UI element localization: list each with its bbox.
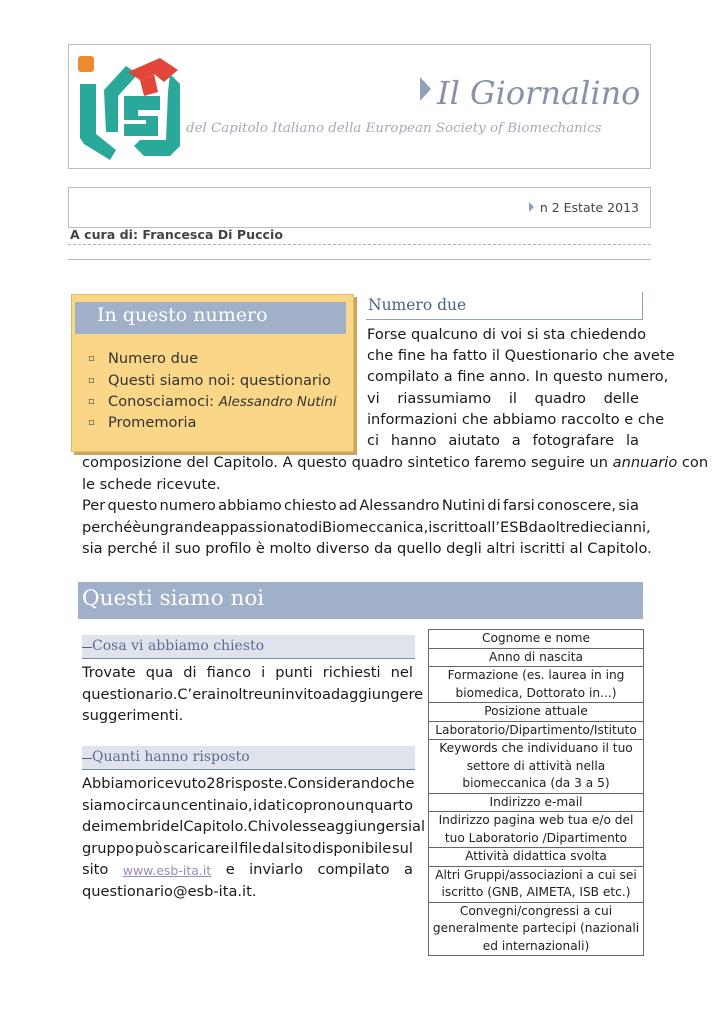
table-cell: Indirizzo e-mail (429, 793, 644, 812)
issue-number: n 2 Estate 2013 (529, 200, 639, 215)
table-cell: Convegni/congressi a cui generalmente partecipi (nazionali ed internazionali) (429, 902, 644, 956)
subsection-title: Quanti hanno risposto (82, 749, 250, 765)
table-cell: Keywords che individuano il tuo settore di attività nella biomeccanica (da 3 a 5) (429, 740, 644, 794)
table-cell: Cognome e nome (429, 630, 644, 649)
divider (68, 259, 651, 260)
table-row (429, 630, 644, 649)
table-row (429, 866, 644, 902)
subsection-title: Cosa vi abbiamo chiesto (82, 638, 264, 654)
editor-credit: A cura di: Francesca Di Puccio (70, 227, 283, 242)
square-bullet-icon: ◽ (88, 397, 95, 407)
triangle-icon (529, 202, 534, 212)
contents-item: ◽ Promemoria (88, 414, 197, 431)
table-row (429, 721, 644, 740)
table-cell: Anno di nascita (429, 648, 644, 667)
paragraph-line: perché è un grande appassionato di Biomeccanica, iscritto all’ESB da oltre dieci anni, (82, 518, 651, 536)
paragraph-line: dei membri del Capitolo. Chi volesse aggiungersi al (82, 818, 426, 836)
paragraph-line: gruppo può scaricare il file dal sito disponibile sul (82, 839, 413, 857)
table-cell: Laboratorio/Dipartimento/Istituto (429, 721, 644, 740)
table-row (429, 793, 644, 812)
intro-paragraph-narrow (367, 326, 675, 453)
contents-title: In questo numero (97, 304, 268, 326)
section-title: Numero due (368, 296, 467, 314)
paragraph-line: Forse qualcuno di voi si sta chiedendo (367, 326, 647, 343)
intro-paragraph-wide (82, 497, 652, 562)
contents-item: ◽ Conosciamoci: Alessandro Nutini (88, 393, 337, 410)
table-cell: Attività didattica svolta (429, 848, 644, 867)
newsletter-title: Il Giornalino (420, 74, 648, 120)
triangle-icon (420, 77, 431, 101)
table-cell: Indirizzo pagina web tua e/o del tuo Laboratorio /Dipartimento (429, 812, 644, 848)
paragraph-line: suggerimenti. (82, 707, 184, 725)
intro-line: composizione del Capitolo. A questo quadro sintetico faremo seguire un annuario con (82, 454, 709, 471)
contents-item: ◽ Questi siamo noi: questionario (88, 372, 331, 389)
subsection-paragraph (82, 775, 426, 861)
table-row (429, 703, 644, 722)
table-row (429, 902, 644, 956)
table-row (429, 848, 644, 867)
accent-line (82, 758, 92, 759)
table-row (429, 812, 644, 848)
paragraph-line-with-link: sito www.esb-ita.it e inviarlo compilato a (82, 861, 413, 878)
paragraph-line: vi riassumiamo il quadro delle (367, 389, 639, 407)
square-bullet-icon: ◽ (88, 418, 95, 428)
esb-ita-logo (74, 52, 184, 164)
paragraph-line: Per questo numero abbiamo chiesto ad Alessandro Nutini di farsi conoscere, sia (82, 497, 639, 514)
questionnaire-fields-table (428, 629, 644, 956)
paragraph-line: sia perché il suo profilo è molto diverso da quello degli altri iscritti al Capitolo. (82, 540, 652, 558)
website-link[interactable]: www.esb-ita.it (122, 863, 212, 878)
email-line: questionario@esb-ita.it. (82, 883, 257, 900)
square-bullet-icon: ◽ (88, 376, 95, 386)
square-bullet-icon: ◽ (88, 354, 95, 364)
table-row (429, 648, 644, 667)
section-title: Questi siamo noi (82, 586, 265, 611)
intro-line: le schede ricevute. (82, 476, 221, 493)
paragraph-line: Trovate qua di fianco i punti richiesti nel (82, 664, 413, 681)
newsletter-subtitle: del Capitolo Italiano della European Society of Biomechanics (186, 121, 602, 136)
contents-item: ◽ Numero due (88, 350, 199, 367)
table-row (429, 740, 644, 794)
subsection-paragraph (82, 664, 424, 729)
paragraph-line: questionario. C’era inoltre un invito ad aggiungere (82, 685, 424, 703)
paragraph-line: che fine ha fatto il Questionario che avete (367, 347, 675, 365)
table-row (429, 667, 644, 703)
dashed-divider (68, 244, 651, 245)
table-cell: Formazione (es. laurea in ing biomedica, Dottorato in...) (429, 667, 644, 703)
table-cell: Altri Gruppi/associazioni a cui sei iscritto (GNB, AIMETA, ISB etc.) (429, 866, 644, 902)
paragraph-line: Abbiamo ricevuto 28 risposte. Considerando che (82, 775, 415, 792)
paragraph-line: siamo circa un centinaio, i dati coprono un quarto (82, 796, 413, 814)
accent-line (82, 647, 92, 648)
paragraph-line: ci hanno aiutato a fotografare la (367, 431, 639, 449)
paragraph-line: informazioni che abbiamo raccolto e che (367, 410, 665, 428)
table-cell: Posizione attuale (429, 703, 644, 722)
paragraph-line: compilato a fine anno. In questo numero, (367, 368, 669, 386)
